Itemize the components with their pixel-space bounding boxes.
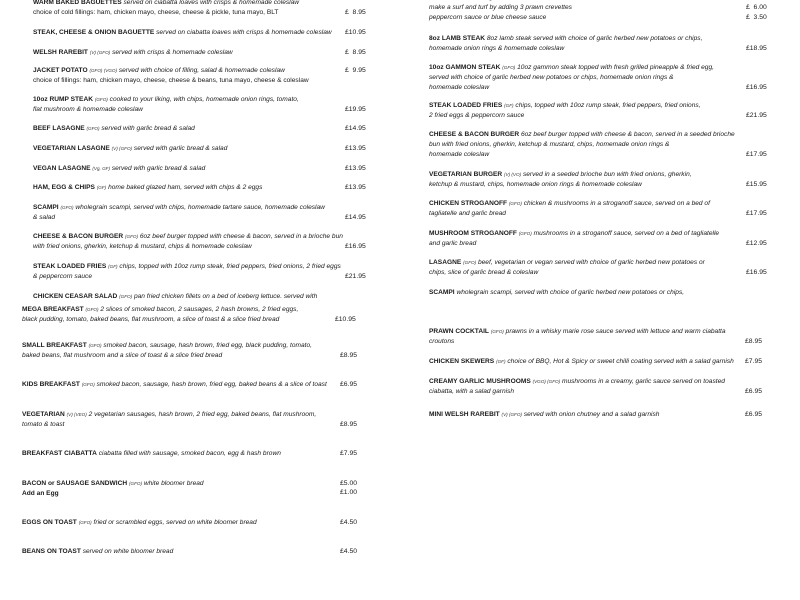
item-price: £13.95 [345,184,366,191]
item-desc: served on ciabatta loaves with crisps & homemade coleslaw [123,0,300,6]
item-name: VEGETARIAN BURGER [429,171,503,178]
item-name: 10oz RUMP STEAK [33,96,93,103]
item-desc: served with garlic bread & salad [101,125,195,132]
item-extra: choice of cold fillings: ham, chicken mayo, cheese, cheese & pickle, tuna mayo, BLT [33,9,279,16]
item-desc: served on white bloomer bread [82,548,174,555]
menu-item-mushroom-stroganoff [429,229,719,249]
item-desc: beef, vegetarian or vegan served with choice of garlic herbed new potatoes or [477,259,705,266]
item-desc: mushrooms in a creamy, garlic sauce served on toasted [561,378,725,385]
dietary-tags: (VGO) (GFO) [532,379,561,384]
item-price: £18.95 [746,45,767,52]
item-desc: choice of BBQ, Hot & Spicy or sweet chilli coating served with a salad garnish [507,358,734,365]
item-name: 8oz LAMB STEAK [429,35,486,42]
menu-item-scampi [33,203,325,223]
dietary-tags: (GF) [108,264,118,269]
item-name: MUSHROOM STROGANOFF [429,230,517,237]
menu-item-vegan-lasagne [33,164,205,174]
item-desc-line2: & salad [33,214,55,221]
item-desc-line2: bun with fried onions, gherkin, ketchup & mustard, chips, homemade onion rings & [429,141,670,148]
item-desc: chips, topped with 10oz rump steak, fried peppers, fried onions, [515,102,701,109]
menu-item-cheese-bacon-burger-right [429,130,735,160]
item-desc-line2: baked beans, flat mushroom and a slice of toast & a slice fried bread [22,352,223,359]
item-desc: wholegrain scampi, served with choice of garlic herbed new potatoes or chips, [456,289,685,296]
item-desc: served on ciabatta loaves with crisps & homemade coleslaw [156,29,332,36]
menu-item-cheese-bacon-burger [33,232,343,252]
item-name: WELSH RAREBIT [33,49,88,56]
item-desc: chicken & mushrooms in a stroganoff sauce, served on a bed of [523,200,710,207]
item-desc-line2: tagliatelle and garlic bread [429,210,506,217]
menu-item-beans-on-toast [22,547,173,557]
item-desc: ciabatta filled with sausage, smoked bacon, egg & hash brown [98,450,281,457]
item-desc: 2 slices of smoked bacon, 2 sausages, 2 hash browns, 2 fried eggs, [100,306,299,313]
menu-item-vegetarian-lasagne [33,144,227,154]
dietary-tags: (GFO) [502,65,516,70]
item-desc: served with garlic bread & salad [133,145,228,152]
item-desc-line2: ketchup & mustard, chips, homemade onion rings & homemade coleslaw [429,181,642,188]
item-desc: 2 vegetarian sausages, hash brown, 2 fried egg, baked beans, flat mushroom, [88,411,317,418]
item-desc: served in a seeded brioche bun with fried onions, gherkin, [522,171,692,178]
dietary-tags: (GFO) [518,231,532,236]
dietary-tags: (GFO) [88,343,102,348]
item-price: £13.95 [345,145,366,152]
addon-desc: peppercorn sauce or blue cheese sauce [429,14,547,21]
item-price: £16.95 [345,243,366,250]
dietary-tags: (Vg, GF) [92,166,110,171]
item-desc: prawns in a whisky marie rose sauce served with lettuce and warm ciabatta [505,328,726,335]
item-price: £7.95 [340,450,358,457]
addon-price: £1.00 [340,489,358,496]
item-price: £17.95 [746,210,767,217]
item-name: LASAGNE [429,259,462,266]
dietary-tags: (GFO) [124,234,138,239]
item-price: £15.95 [746,181,767,188]
item-name: CHICKEN SKEWERS [429,358,495,365]
dietary-tags: (GFO) [86,126,100,131]
menu-item-steak-cheese-onion-baguette [33,28,332,38]
menu-item-gammon-steak [429,63,714,93]
dietary-tags: (V) (VO) [504,172,522,177]
item-price: £8.95 [745,338,763,345]
item-price: £8.95 [340,421,358,428]
item-price: £6.95 [745,388,763,395]
item-desc-line2: & peppercorn sauce [33,273,93,280]
menu-item-steak-loaded-fries [33,262,341,282]
item-price: £6.95 [745,411,763,418]
menu-item-lamb-steak [429,34,702,54]
addon-surf-and-turf [429,3,572,13]
dietary-tags: (GFO) [463,260,477,265]
item-name: 10oz GAMMON STEAK [429,64,501,71]
item-price: £12.95 [746,240,767,247]
item-name: BREAKFAST CIABATTA [22,450,97,457]
menu-item-chicken-stroganoff [429,199,710,219]
item-price: £21.95 [345,273,366,280]
item-name: CHEESE & BACON BURGER [33,233,124,240]
item-price: £7.95 [745,358,763,365]
item-desc: pan fried chicken fillets on a bed of iceberg lettuce. served with [133,293,318,300]
item-price: £8.95 [340,352,358,359]
item-name: WARM BAKED BAGUETTES [33,0,122,6]
item-name: SCAMPI [33,204,59,211]
menu-item-lasagne [429,258,705,278]
addon-price: £ 6.00 [746,4,767,11]
menu-item-warm-baked-baguettes [33,0,299,18]
item-desc-line2: ciabatta, with a salad garnish [429,388,515,395]
item-price: £21.95 [746,112,767,119]
dietary-tags: (GFO) [78,520,92,525]
menu-item-mega-breakfast [22,305,298,325]
dietary-tags: (V) (GFO) [501,412,522,417]
dietary-tags: (GF) [504,103,514,108]
item-desc-line2: homemade onion rings & homemade coleslaw [429,45,565,52]
menu-item-creamy-garlic-mushrooms [429,377,725,397]
menu-item-beef-lasagne [33,124,195,134]
item-desc: 6oz beef burger topped with cheese & bacon, served in a brioche bun [139,233,343,240]
item-desc: white bloomer bread [143,480,204,487]
dietary-tags: (V) (GFO) [89,50,111,55]
dietary-tags: (GFO) (VGO) [89,68,117,73]
item-name: VEGAN LASAGNE [33,165,91,172]
item-name: BEANS ON TOAST [22,548,81,555]
menu-item-bacon-sausage-sandwich [22,479,204,499]
menu-item-prawn-cocktail [429,327,726,347]
item-desc-line2: 2 fried eggs & peppercorn sauce [429,112,525,119]
item-price: £4.50 [340,519,358,526]
item-name: HAM, EGG & CHIPS [33,184,95,191]
menu-item-rump-steak [33,95,299,115]
item-desc-line2: black pudding, tomato, baked beans, flat mushroom, a slice of toast & a slice fried bread [22,316,280,323]
item-desc: home baked glazed ham, served with chips & 2 eggs [108,184,263,191]
item-desc-line3: homemade coleslaw [429,151,490,158]
item-desc: served with crisps & homemade coleslaw [112,49,233,56]
item-price: £19.95 [345,106,366,113]
item-name: STEAK LOADED FRIES [429,102,503,109]
menu-item-vegetarian-burger [429,170,692,190]
item-desc-line2: chips, slice of garlic bread & coleslaw [429,269,539,276]
item-name: CHICKEN CEASAR SALAD [33,293,118,300]
item-name: MINI WELSH RAREBIT [429,411,500,418]
addon-price: £ 3.50 [746,14,767,21]
item-price: £13.95 [345,165,366,172]
dietary-tags: (V) (VEO) [66,412,87,417]
menu-item-vegetarian-breakfast [22,410,316,430]
item-desc-line2: served with choice of garlic herbed new potatoes or chips, homemade onion rings & [429,74,674,81]
item-extra: choice of fillings: ham, chicken mayo, cheese, cheese & beans, tuna mayo, cheese & coleslaw [33,77,309,84]
item-desc: smoked bacon, sausage, hash brown, fried egg, baked beans & a slice of toast [96,381,327,388]
item-price: £ 8.95 [345,49,366,56]
item-name: BACON or SAUSAGE SANDWICH [22,480,128,487]
item-desc: 6oz beef burger topped with cheese & bacon, served in a seeded brioche [519,131,735,138]
menu-item-chicken-skewers [429,357,734,367]
item-desc: fried or scrambled eggs, served on white bloomer bread [93,519,257,526]
menu-item-mini-welsh-rarebit [429,410,659,420]
menu-item-small-breakfast [22,341,312,361]
addon-add-egg: Add an Egg [22,490,59,497]
dietary-tags: (GFO) [119,294,133,299]
dietary-tags: (GFO) [508,201,522,206]
addon-desc: make a surf and turf by adding 3 prawn crevettes [429,4,572,11]
dietary-tags: (GF) [96,185,107,190]
item-name: STEAK, CHEESE & ONION BAGUETTE [33,29,155,36]
menu-item-welsh-rarebit [33,48,233,58]
item-price: £10.95 [335,316,356,323]
item-name: EGGS ON TOAST [22,519,77,526]
menu-item-chicken-ceasar-salad [33,292,317,302]
item-desc: 8oz lamb steak served with choice of garlic herbed new potatoes or chips, [486,35,703,42]
menu-item-kids-breakfast [22,380,327,390]
item-price: £6.95 [340,381,358,388]
item-desc: 10oz gammon steak topped with fresh grilled pineapple & fried egg, [517,64,714,71]
item-name: CHICKEN STROGANOFF [429,200,508,207]
item-desc: served with garlic bread & salad [111,165,206,172]
item-price: £17.95 [746,151,767,158]
item-name: KIDS BREAKFAST [22,381,80,388]
menu-item-breakfast-ciabatta [22,449,281,459]
item-desc: smoked bacon, sausage, hash brown, fried egg, black pudding, tomato, [103,342,312,349]
item-desc: chips, topped with 10oz rump steak, fried peppers, fried onions, 2 fried eggs [119,263,341,270]
item-name: CREAMY GARLIC MUSHROOMS [429,378,531,385]
item-price: £10.95 [345,29,366,36]
item-name: SCAMPI [429,289,455,296]
item-name: SMALL BREAKFAST [22,342,87,349]
item-name: VEGETARIAN LASAGNE [33,145,110,152]
item-desc-line2: tomato & toast [22,421,65,428]
item-name: PRAWN COCKTAIL [429,328,489,335]
item-desc: cooked to your liking, with chips, homemade onion rings, tomato, [109,96,299,103]
item-name: BEEF LASAGNE [33,125,85,132]
item-desc: wholegrain scampi, served with chips, homemade tartare sauce, homemade coleslaw [75,204,325,211]
menu-item-jacket-potato [33,66,309,86]
dietary-tags: (GFO) [128,481,142,486]
item-price: £4.50 [340,548,358,555]
item-price: £16.95 [746,269,767,276]
item-desc: mushrooms in a stroganoff sauce, served on a bed of tagliatelle [533,230,720,237]
menu-item-eggs-on-toast [22,518,257,528]
item-desc-line2: flat mushroom & homemade coleslaw [33,106,143,113]
menu-item-ham-egg-chips [33,183,262,193]
item-name: VEGETARIAN [22,411,65,418]
item-name: STEAK LOADED FRIES [33,263,107,270]
dietary-tags: (GF) [496,359,506,364]
item-price: £ 8.95 [345,9,366,16]
item-price: £14.95 [345,125,366,132]
item-desc: served with choice of filling, salad & homemade coleslaw [118,67,285,74]
dietary-tags: (GFO) [490,329,504,334]
addon-sauce [429,13,546,23]
item-desc-line2: croutons [429,338,455,345]
item-price: £16.95 [746,84,767,91]
item-desc: served with onion chutney and a salad garnish [523,411,660,418]
item-price: £5.00 [340,480,358,487]
menu-item-steak-loaded-fries-right [429,101,701,121]
menu-item-scampi-right [429,288,684,298]
item-price: £ 9.95 [345,67,366,74]
item-desc-line2: with fried onions, gherkin, ketchup & mustard, chips & homemade coleslaw [33,243,252,250]
item-desc-line2: and garlic bread [429,240,477,247]
dietary-tags: (GFO) [81,382,95,387]
dietary-tags: (GFO) [60,205,74,210]
item-price: £14.95 [345,214,366,221]
item-name: JACKET POTATO [33,67,88,74]
dietary-tags: (GFO) [94,97,108,102]
dietary-tags: (GFO) [85,307,99,312]
item-desc-line3: homemade coleslaw [429,84,490,91]
item-name: CHEESE & BACON BURGER [429,131,520,138]
item-name: MEGA BREAKFAST [22,306,84,313]
dietary-tags: (V) (GFO) [111,146,133,151]
